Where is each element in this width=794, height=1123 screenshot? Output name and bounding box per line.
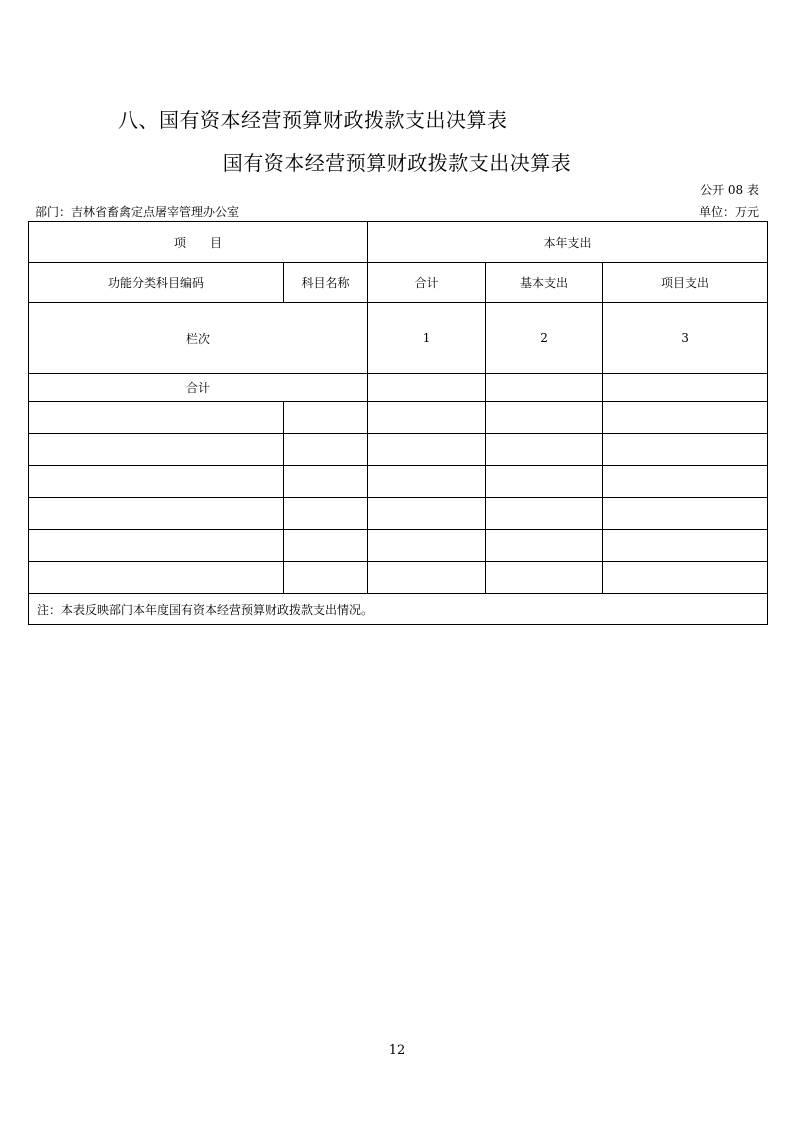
col-function-code: 功能分类科目编码 <box>29 263 284 303</box>
table-cell <box>486 530 603 562</box>
index-2: 2 <box>486 303 603 374</box>
header-row-1 <box>29 222 768 263</box>
table-cell <box>29 530 284 562</box>
table-row <box>29 434 768 466</box>
col-total: 合计 <box>368 263 486 303</box>
table-row <box>29 562 768 594</box>
table-cell <box>486 466 603 498</box>
table-cell <box>486 562 603 594</box>
expenditure-table <box>28 221 768 625</box>
col-project: 项目支出 <box>603 263 768 303</box>
table-cell <box>486 402 603 434</box>
col-basic: 基本支出 <box>486 263 603 303</box>
note-row <box>29 594 768 625</box>
total-row <box>29 374 768 402</box>
table-cell <box>284 434 368 466</box>
header-item: 项 目 <box>29 222 368 263</box>
total-cell <box>486 374 603 402</box>
table-cell <box>603 402 768 434</box>
table-cell <box>603 434 768 466</box>
header-expenditure: 本年支出 <box>368 222 768 263</box>
table-cell <box>284 402 368 434</box>
table-cell <box>368 562 486 594</box>
table-row <box>29 498 768 530</box>
table-cell <box>368 466 486 498</box>
table-cell <box>29 562 284 594</box>
unit-label: 单位：万元 <box>698 205 759 219</box>
index-row <box>29 303 768 374</box>
table-row <box>29 402 768 434</box>
table-cell <box>284 498 368 530</box>
table-cell <box>486 498 603 530</box>
table-cell <box>284 562 368 594</box>
header-row-2 <box>29 263 768 303</box>
table-cell <box>368 402 486 434</box>
table-cell <box>603 562 768 594</box>
total-cell <box>603 374 768 402</box>
table-cell <box>368 498 486 530</box>
table-cell <box>603 466 768 498</box>
table-cell <box>368 530 486 562</box>
row-index-label: 栏次 <box>29 303 368 374</box>
section-heading: 八、国有资本经营预算财政拨款支出决算表 <box>118 108 508 132</box>
form-code: 公开 08 表 <box>700 183 759 197</box>
table-cell <box>368 434 486 466</box>
index-3: 3 <box>603 303 768 374</box>
table-cell <box>29 498 284 530</box>
table-note: 注：本表反映部门本年度国有资本经营预算财政拨款支出情况。 <box>29 594 768 625</box>
table-cell <box>284 466 368 498</box>
department-label: 部门：吉林省畜禽定点屠宰管理办公室 <box>35 205 240 219</box>
index-1: 1 <box>368 303 486 374</box>
table-cell <box>603 530 768 562</box>
total-row-label: 合计 <box>29 374 368 402</box>
table-row <box>29 530 768 562</box>
page-number: 12 <box>388 1043 406 1058</box>
col-subject-name: 科目名称 <box>284 263 368 303</box>
table-cell <box>284 530 368 562</box>
table-cell <box>29 466 284 498</box>
table-cell <box>29 402 284 434</box>
table-cell <box>603 498 768 530</box>
table-cell <box>29 434 284 466</box>
table-row <box>29 466 768 498</box>
table-title: 国有资本经营预算财政拨款支出决算表 <box>222 151 572 175</box>
total-cell <box>368 374 486 402</box>
table-cell <box>486 434 603 466</box>
